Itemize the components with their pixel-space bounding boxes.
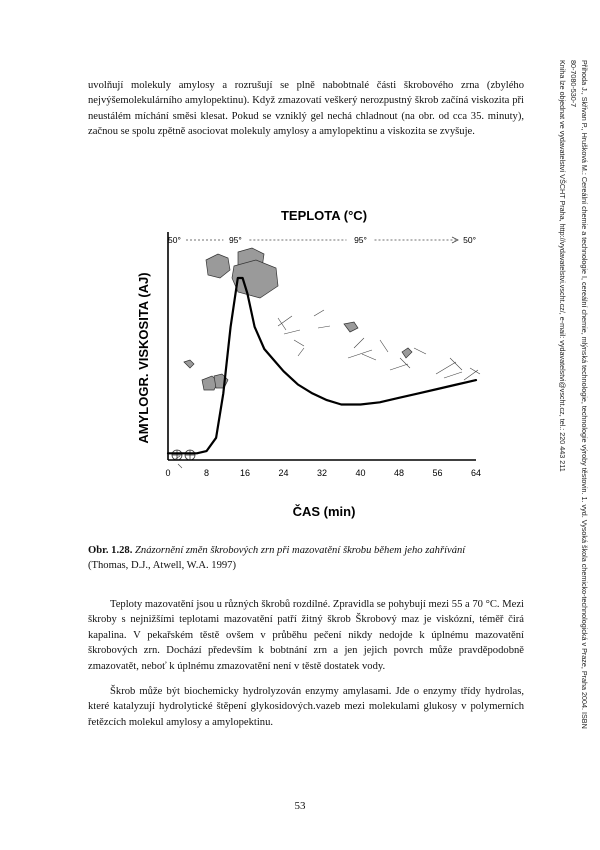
x-tick-label: 8: [203, 468, 210, 478]
x-tick-label: 40: [355, 468, 366, 478]
y-axis-label: AMYLOGR. VISKOSITA (AJ): [136, 272, 151, 444]
gelatinization-paragraph: Teploty mazovatění jsou u různých škrobů rozdílné. Zpravidla se pohybují mezi 55 a 70 °C. Mezi škroby s nejnižšími teplotami mazovatění patří žitný škrob Škrobový maz je viskózní, téměř čirá kapalina. V pekařském těstě ovšem v průběhu pečení nikdy nedojde k úplnému mazovatění škrobových zrn. Dochází především k bobtnání zrn a jen jejich povrch může pravděpodobně zmazovatět, neboť k úplnému zmazovatění není v těstě dostatek vody.: [88, 599, 524, 672]
viscosity-chart: [118, 198, 486, 523]
x-tick-label: 64: [470, 468, 482, 478]
temperature-label: 95°: [228, 235, 242, 245]
x-tick-label: 56: [432, 468, 443, 478]
x-tick-labels: [165, 468, 481, 478]
x-tick-label: 24: [278, 468, 289, 478]
viscosity-figure: [118, 198, 486, 523]
x-tick-label: 0: [165, 468, 171, 478]
hydrolysis-paragraph: Škrob může být biochemicky hydrolyzován enzymy amylasami. Jde o enzymy třídy hydrolas, které katalyzují hydrolytické štěpení glykosidových.vazeb mezi molekulami glukosy v polymerních řetězcích molekul amylosy a amylopektinu.: [88, 686, 524, 728]
sidenote-line-3: Kniha lze objednat ve vydavatelství VŠCHT Praha, http://vydavatelstvi.vscht.cz/, e-mail: vydavatelstvi@vscht.cz, tel.: 220 443 211: [558, 60, 567, 472]
starch-granules-illustration: [184, 248, 412, 390]
page-number: 53: [294, 800, 306, 812]
copyright-sidenote: [557, 60, 590, 850]
temperature-label: 95°: [354, 235, 367, 245]
temperature-scale: [168, 235, 476, 245]
temperature-label: 50°: [168, 235, 181, 245]
series-layer: [168, 278, 476, 453]
caption-label: Obr. 1.28.: [88, 545, 133, 556]
viscosity-curve: [168, 278, 476, 453]
x-tick-label: 32: [316, 468, 328, 478]
chart-title: TEPLOTA (°C): [280, 208, 368, 223]
granule-symbols: [172, 450, 195, 460]
caption-text: Znázornění změn škrobových zrn při mazovatění škrobu během jeho zahřívání: [135, 545, 466, 556]
x-tick-label: 16: [239, 468, 251, 478]
caption-source: (Thomas, D.J., Atwell, W.A. 1997): [88, 560, 237, 572]
sidenote-line-1: Příhoda J., Skřivan P., Hrušková M.: Cereální chemie a technologie I, cereální chemie, mlýnská technologie, technologie výroby těstovin. 1. vyd. Vysoká škola chemicko-technologická v Praze, Praha 2004. ISBN: [580, 60, 589, 729]
intro-paragraph: uvolňují molekuly amylosy a rozrušují se plně nabobtnalé části škrobového zrna (zbylého nejvýšemolekulárního amylopektinu). Když zmazovatí veškerý nerozpustný škrob začíná viskozita při neustálém míchání směsi klesat. Pokud se vzniklý gel nechá chladnout (na obr. od cca 35. minuty), začnou se spolu zpětně asociovat molekuly amylosy a amylopektinu a viskozita se zvyšuje.: [88, 80, 524, 138]
sidenote-line-2: 80-7080-530-7: [569, 60, 578, 108]
x-axis-label: ČAS (min): [292, 504, 356, 519]
x-tick-label: 48: [393, 468, 405, 478]
temperature-label: 50°: [463, 235, 476, 245]
figure-caption: [88, 543, 524, 574]
